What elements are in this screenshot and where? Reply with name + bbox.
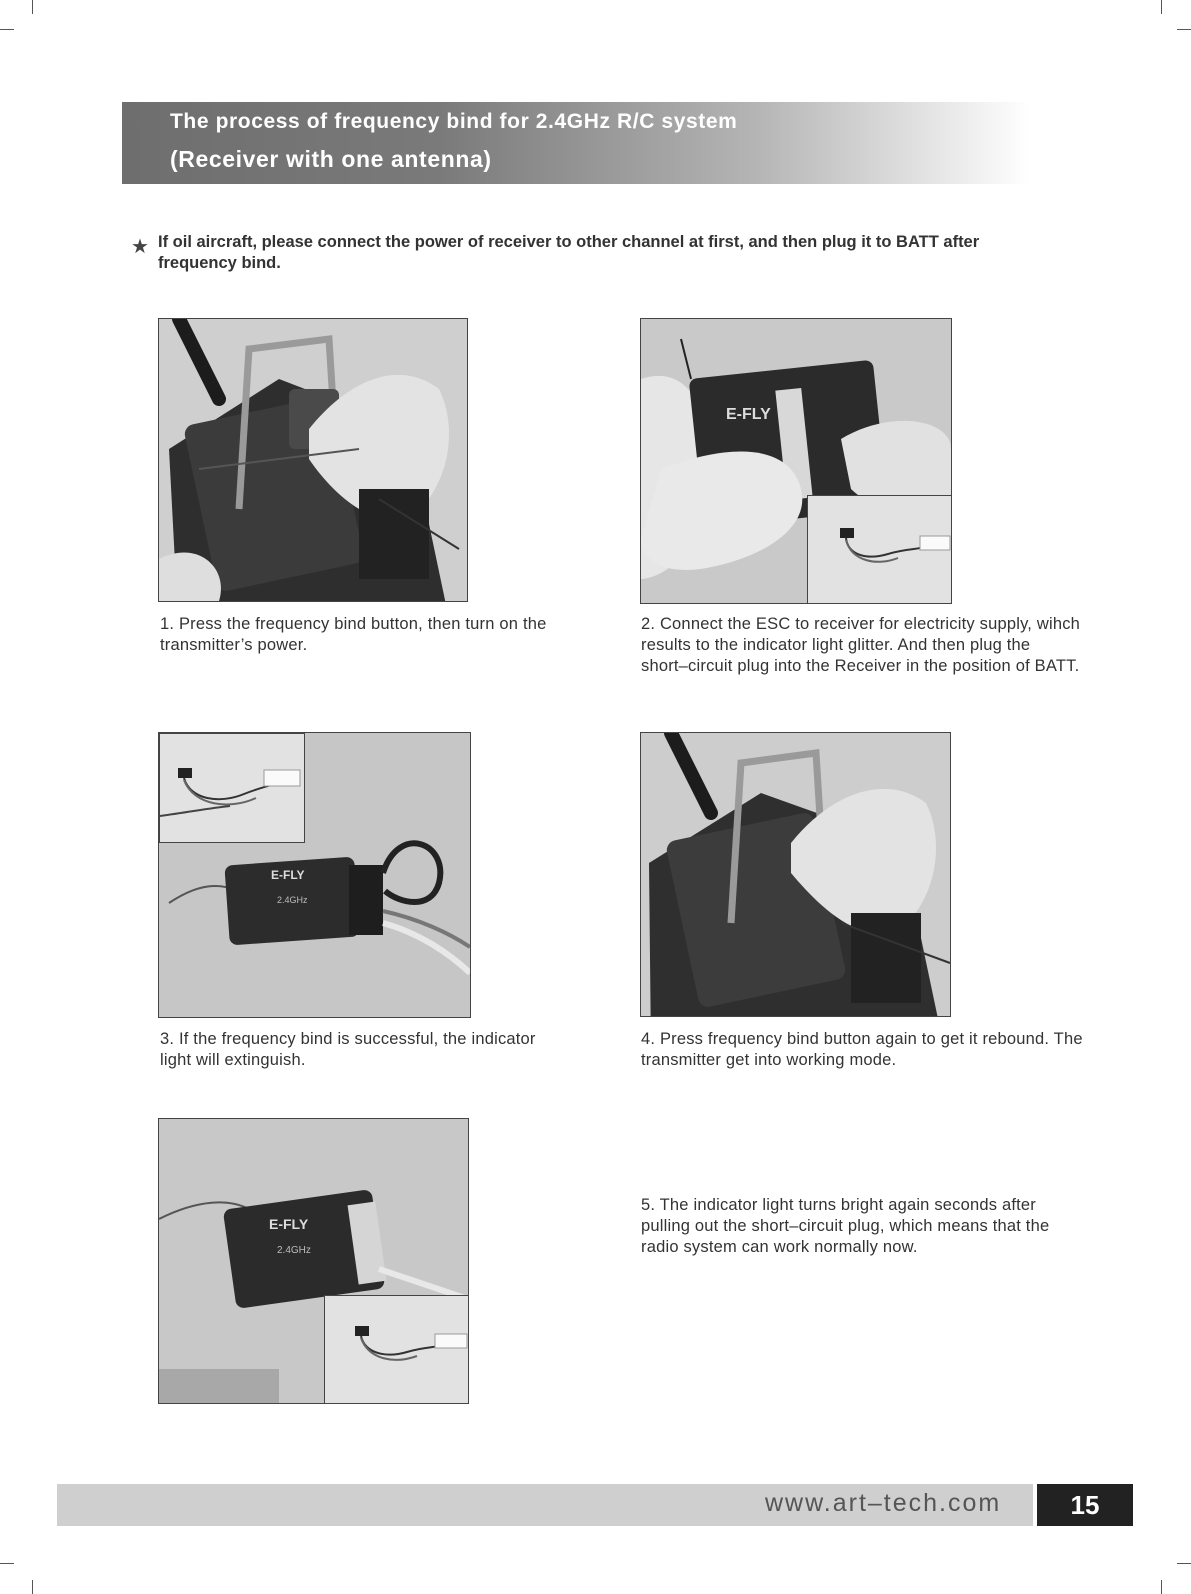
receiver-band: 2.4GHz (277, 1245, 311, 1256)
step-1-caption: 1. Press the frequency bind button, then turn on the transmitter’s power. (160, 615, 547, 654)
inset-receiver-wiring (807, 495, 952, 604)
photo-receiver-normal (158, 1118, 469, 1404)
crop-mark (1161, 0, 1162, 14)
photo-receiver-batt-plug (640, 318, 952, 604)
step-4-caption: 4. Press frequency bind button again to get it rebound. The transmitter get into working mode. (641, 1030, 1083, 1069)
crop-mark (1177, 29, 1191, 30)
crop-mark (0, 29, 14, 30)
inset-receiver-wiring (324, 1295, 469, 1404)
photo-transmitter-bind-button (158, 318, 468, 602)
star-icon: ★ (131, 236, 149, 258)
receiver-band: 2.4GHz (277, 895, 308, 905)
receiver-brand: E-FLY (726, 406, 771, 423)
step-5-caption: 5. The indicator light turns bright again seconds after pulling out the short–circuit plug, which means that the radio system can work normally now. (641, 1196, 1050, 1256)
section-title: The process of frequency bind for 2.4GHz R/C system (170, 110, 738, 133)
crop-mark (32, 1580, 33, 1594)
crop-mark (1161, 1580, 1162, 1594)
page-number: 15 (1037, 1484, 1133, 1526)
receiver-brand: E-FLY (269, 1216, 309, 1232)
step-3-caption: 3. If the frequency bind is successful, the indicator light will extinguish. (160, 1030, 536, 1069)
photo-transmitter-rebind (640, 732, 951, 1017)
step-2-caption: 2. Connect the ESC to receiver for electricity supply, wihch results to the indicator light glitter. And then plug the short–circuit plug into the Receiver in the position of BATT. (641, 615, 1081, 675)
crop-mark (0, 1563, 14, 1564)
crop-mark (32, 0, 33, 14)
section-subtitle: (Receiver with one antenna) (170, 146, 492, 172)
note-text: If oil aircraft, please connect the power of receiver to other channel at first, and then plug it to BATT after frequency bind. (158, 233, 980, 272)
photo-receiver-indicator-off (158, 732, 471, 1018)
inset-receiver-wiring (159, 733, 305, 843)
footer-url: www.art–tech.com (765, 1489, 1002, 1517)
receiver-brand: E-FLY (271, 868, 305, 882)
crop-mark (1177, 1563, 1191, 1564)
